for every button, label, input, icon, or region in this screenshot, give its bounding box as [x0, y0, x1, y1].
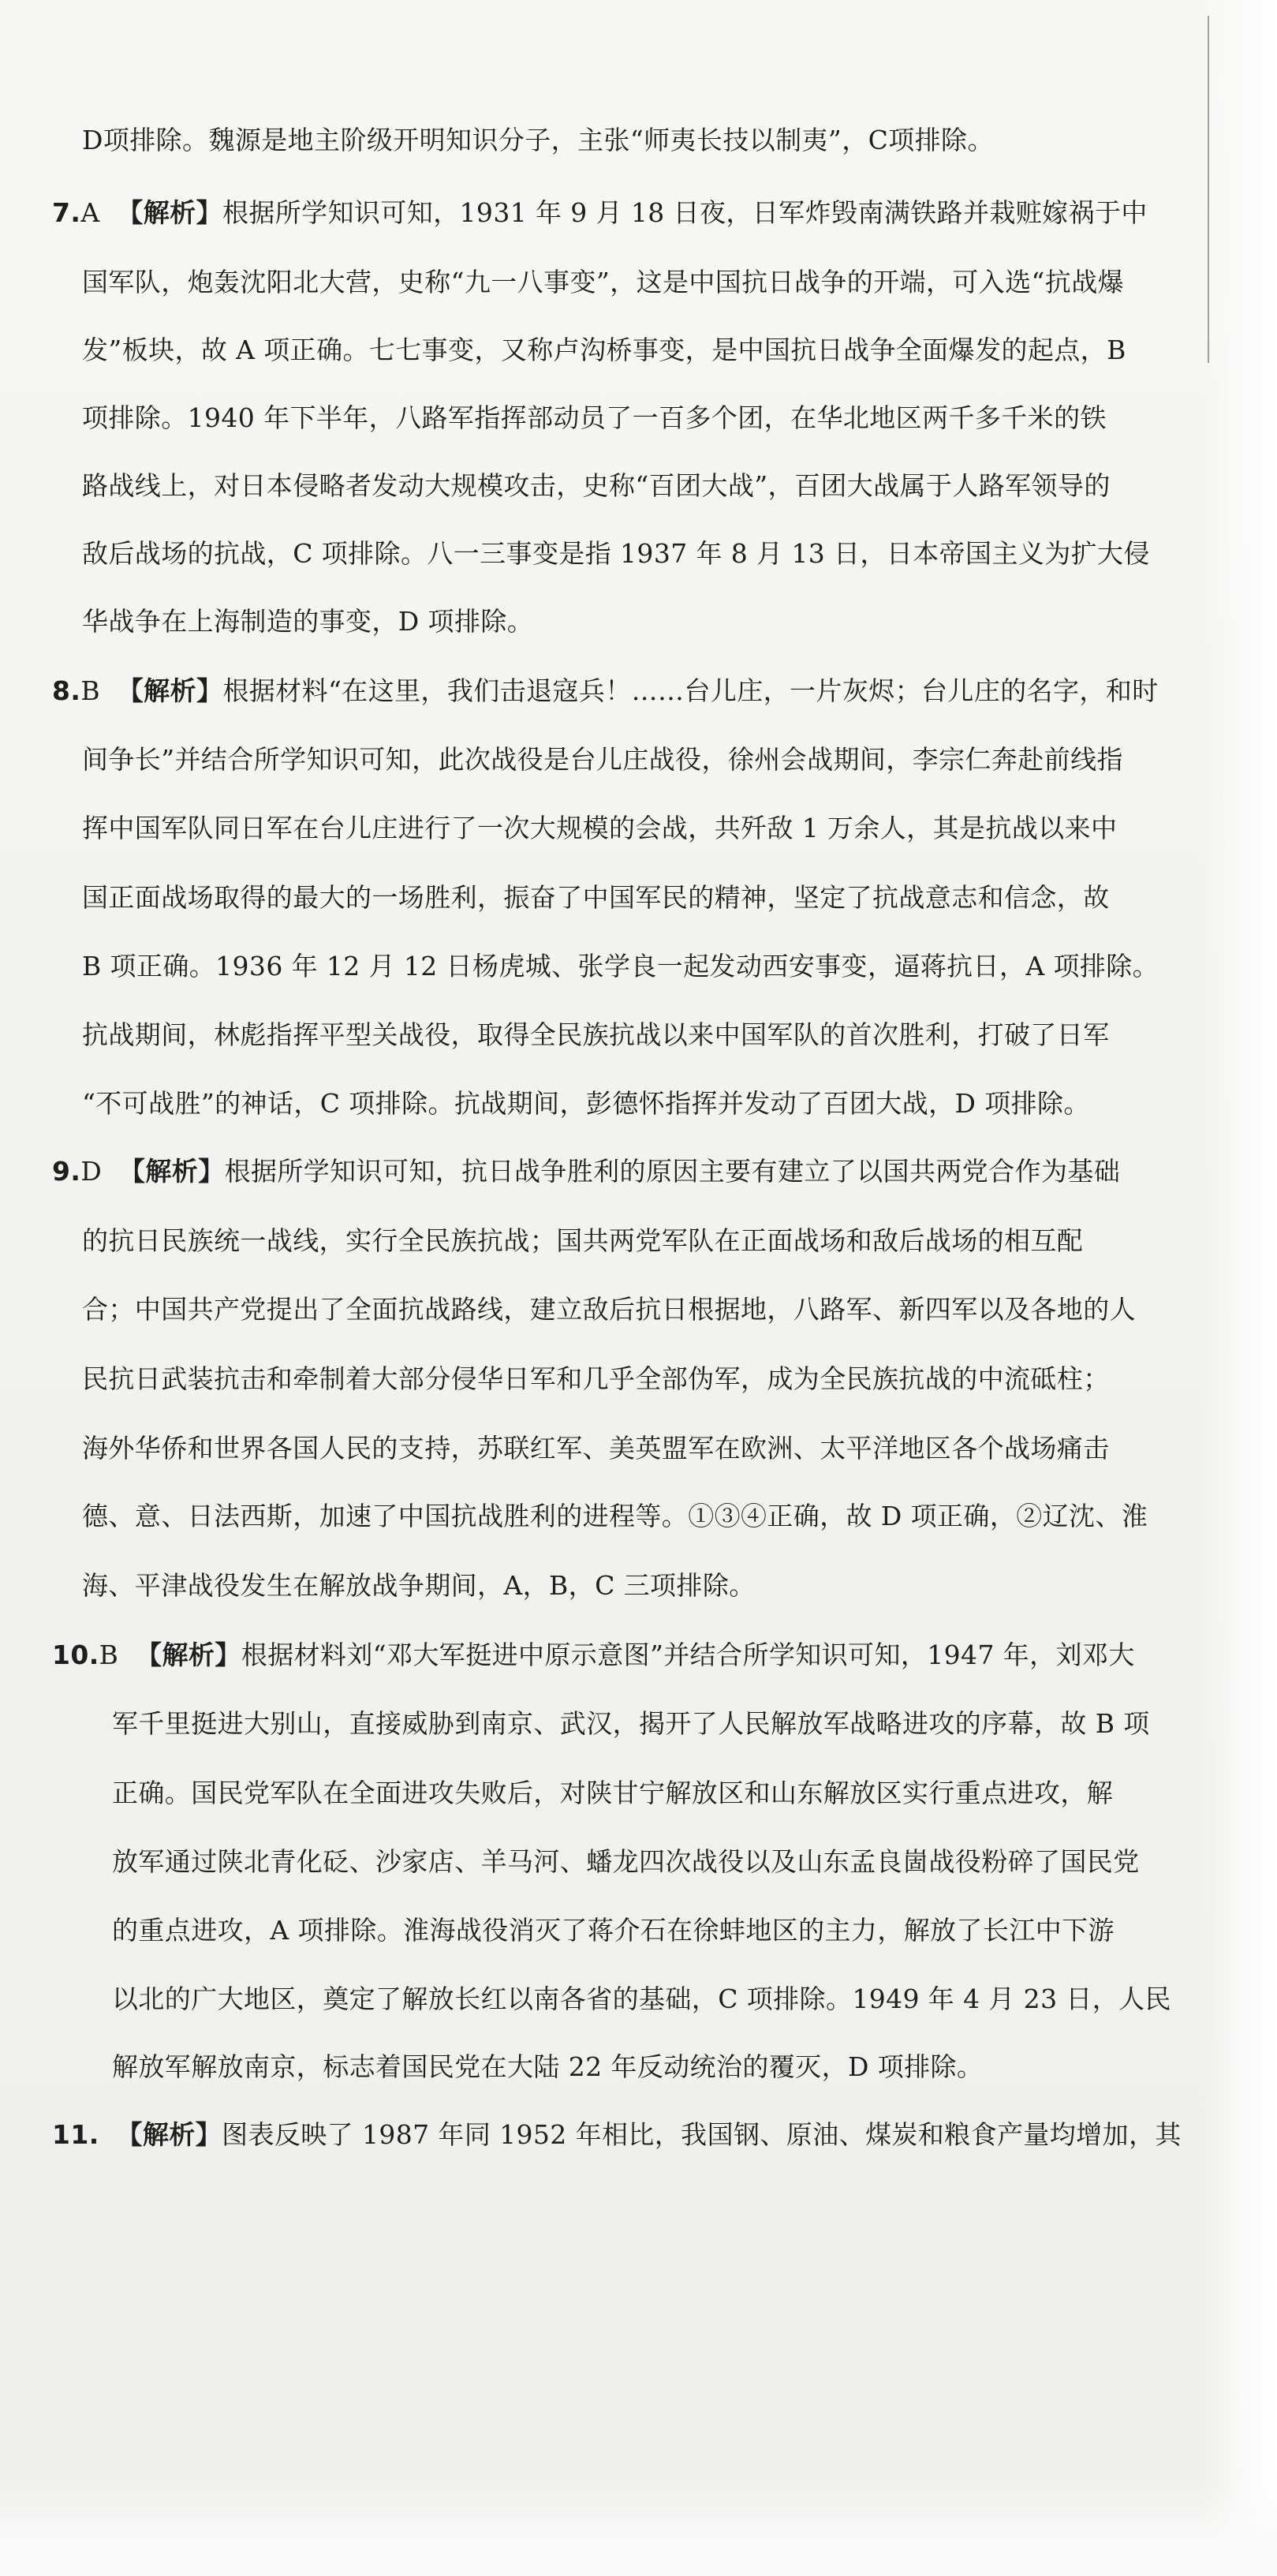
q9-line: 合；中国共产党提出了全面抗战路线，建立敌后抗日根据地，八路军、新四军以及各地的人 [82, 1294, 1136, 1325]
analysis-tag: 【解析】 [117, 675, 223, 706]
question-number: 9. [52, 1156, 81, 1187]
q9-line: 的抗日民族统一战线，实行全民族抗战；国共两党军队在正面战场和敌后战场的相互配 [82, 1225, 1084, 1256]
q7-line: 国军队，炮轰沈阳北大营，史称“九一八事变”，这是中国抗日战争的开端，可入选“抗战爆 [82, 267, 1125, 297]
analysis-text: 根据材料“在这里，我们击退寇兵！……台儿庄，一片灰烬；台儿庄的名字，和时 [222, 675, 1159, 706]
intro-line: D项排除。魏源是地主阶级开明知识分子，主张“师夷长技以制夷”，C项排除。 [82, 125, 994, 155]
q7-line: 发”板块，故 A 项正确。七七事变，又称卢沟桥事变，是中国抗日战争全面爆发的起点，B [82, 335, 1126, 365]
analysis-text: 根据所学知识可知，抗日战争胜利的原因主要有建立了以国共两党合作为基础 [224, 1156, 1121, 1187]
q8-line: 国正面战场取得的最大的一场胜利，振奋了中国军民的精神，坚定了抗战意志和信念，故 [82, 882, 1110, 913]
answer-letter: B [99, 1639, 119, 1670]
q7-line: 项排除。1940 年下半年，八路军指挥部动员了一百多个团，在华北地区两千多千米的铁 [82, 402, 1107, 433]
q8-line: B 项正确。1936 年 12 月 12 日杨虎城、张学良一起发动西安事变，逼蒋抗日，A 项排除。 [82, 951, 1159, 981]
q9-line: 海、平津战役发生在解放战争期间，A，B，C 三项排除。 [82, 1570, 756, 1601]
page-bottom-margin [0, 2473, 1277, 2576]
q9-line: 海外华侨和世界各国人民的支持，苏联红军、美英盟军在欧洲、太平洋地区各个战场痛击 [82, 1433, 1110, 1464]
q11-first-line [52, 2119, 1182, 2151]
q10-first-line [52, 1639, 1135, 1671]
q10-line: 以北的广大地区，奠定了解放长红以南各省的基础，C 项排除。1949 年 4 月 23 日，人民 [112, 1983, 1171, 2014]
analysis-tag: 【解析】 [116, 2119, 222, 2150]
q10-line: 的重点进攻，A 项排除。淮海战役消灭了蒋介石在徐蚌地区的主力，解放了长江中下游 [112, 1915, 1115, 1946]
q7-line: 敌后战场的抗战，C 项排除。八一三事变是指 1937 年 8 月 13 日，日本帝国主义为扩大侵 [82, 538, 1150, 569]
answer-letter: A [80, 197, 100, 228]
question-number: 8. [52, 675, 81, 706]
q10-line: 解放军解放南京，标志着国民党在大陆 22 年反动统治的覆灭，D 项排除。 [112, 2051, 984, 2082]
q7-first-line [52, 197, 1148, 229]
q10-line: 放军通过陕北青化砭、沙家店、羊马河、蟠龙四次战役以及山东孟良崮战役粉碎了国民党 [112, 1846, 1140, 1877]
q10-line: 正确。国民党军队在全面进攻失败后，对陕甘宁解放区和山东解放区实行重点进攻，解 [112, 1778, 1114, 1808]
q10-line: 军千里挺进大别山，直接威胁到南京、武汉，揭开了人民解放军战略进攻的序幕，故 B 项 [112, 1708, 1150, 1739]
q8-line: “不可战胜”的神话，C 项排除。抗战期间，彭德怀指挥并发动了百团大战，D 项排除。 [82, 1088, 1090, 1119]
analysis-text: 根据所学知识可知，1931 年 9 月 18 日夜，日军炸毁南满铁路并栽赃嫁祸于中 [222, 197, 1148, 228]
q8-line: 抗战期间，林彪指挥平型关战役，取得全民族抗战以来中国军队的首次胜利，打破了日军 [82, 1019, 1110, 1050]
answer-letter: B [80, 675, 100, 706]
q8-line: 间争长”并结合所学知识可知，此次战役是台儿庄战役，徐州会战期间，李宗仁奔赴前线指 [82, 744, 1123, 775]
answer-letter: D [80, 1156, 103, 1187]
analysis-tag: 【解析】 [117, 197, 222, 228]
question-number: 10. [52, 1639, 99, 1670]
q7-line: 路战线上，对日本侵略者发动大规模攻击，史称“百团大战”，百团大战属于人路军领导的 [82, 470, 1111, 501]
analysis-tag: 【解析】 [118, 1156, 225, 1187]
question-number: 7. [52, 197, 81, 228]
q7-line: 华战争在上海制造的事变，D 项排除。 [82, 606, 534, 637]
q8-line: 挥中国军队同日军在台儿庄进行了一次大规模的会战，共歼敌 1 万余人，其是抗战以来中 [82, 813, 1118, 843]
q9-line: 民抗日武装抗击和牵制着大部分侵华日军和几乎全部伪军，成为全民族抗战的中流砥柱； [82, 1363, 1110, 1394]
question-number: 11. [52, 2119, 99, 2150]
margin-rule [1208, 16, 1209, 363]
analysis-tag: 【解析】 [136, 1639, 241, 1670]
analysis-text: 根据材料刘“邓大军挺进中原示意图”并结合所学知识可知，1947 年，刘邓大 [241, 1639, 1135, 1670]
analysis-text: 图表反映了 1987 年同 1952 年相比，我国钢、原油、煤炭和粮食产量均增加，其 [222, 2119, 1182, 2150]
q9-first-line [52, 1156, 1120, 1187]
q8-first-line [52, 675, 1159, 707]
page-right-margin [1202, 0, 1277, 2576]
q9-line: 德、意、日法西斯，加速了中国抗战胜利的进程等。①③④正确，故 D 项正确，②辽沈、淮 [82, 1501, 1148, 1531]
